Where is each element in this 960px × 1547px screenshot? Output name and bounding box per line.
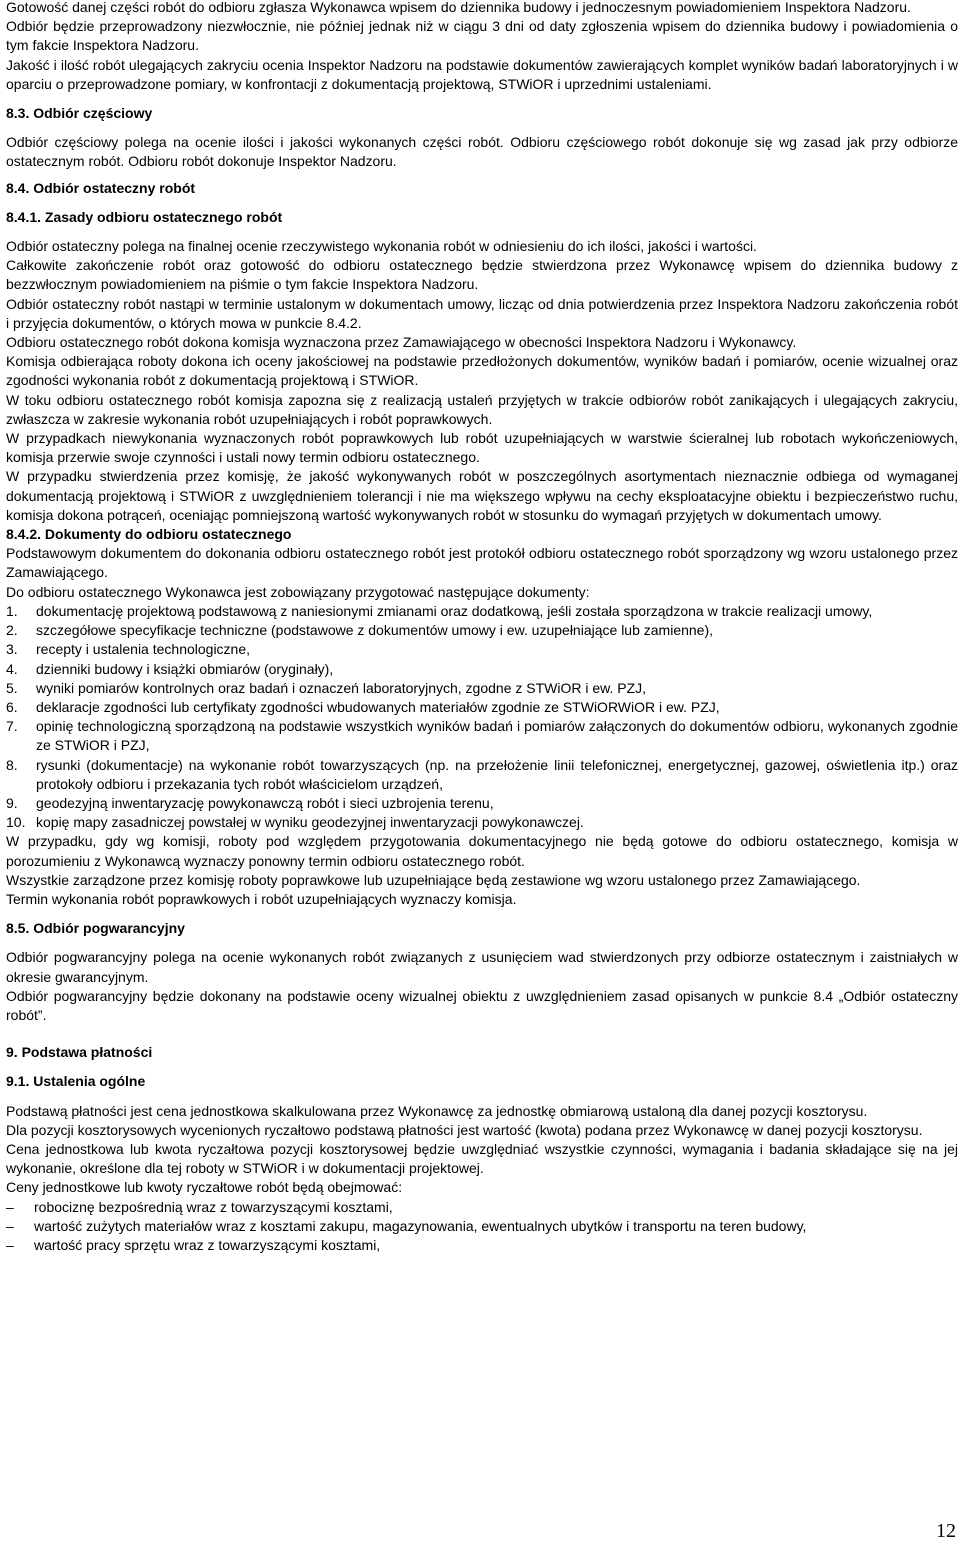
list-item-text: geodezyjną inwentaryzację powykonawczą robót i sieci uzbrojenia terenu, [36, 794, 494, 811]
list-item [6, 813, 958, 832]
list-item [6, 660, 958, 679]
bullet-item-text: wartość zużytych materiałów wraz z kosztami zakupu, magazynowania, ewentualnych ubytków i transportu na teren budowy, [34, 1217, 807, 1234]
list-item-text: dzienniki budowy i książki obmiarów (oryginały), [36, 660, 334, 677]
paragraph: Odbiór częściowy polega na ocenie ilości i jakości wykonanych części robót. Odbioru częściowego robót dokonuje się wg zasad jak przy odbiorze ostatecznym robót. Odbioru robót dokonuje Inspektor Nadzoru. [6, 134, 958, 170]
paragraph: Odbiór będzie przeprowadzony niezwłocznie, nie później jednak niż w ciągu 3 dni od daty zgłoszenia wpisem do dziennika budowy i powiadomienia o tym fakcie Inspektora Nadzoru. [6, 18, 958, 54]
list-item-text: szczegółowe specyfikacje techniczne (podstawowe z dokumentów umowy i ew. uzupełniające lub zamienne), [36, 622, 714, 639]
bullet-item [6, 1236, 958, 1255]
paragraph: W przypadkach niewykonania wyznaczonych robót poprawkowych lub robót uzupełniających w warstwie ścieralnej lub robotach wykończeniowych, komisja przerwie swoje czynności i ustali nowy termin odbioru ostatecznego. [6, 430, 958, 466]
list-item-number: 10. [6, 814, 26, 831]
list-item-text: kopię mapy zasadniczej powstałej w wyniku geodezyjnej inwentaryzacji powykonawczej. [36, 814, 584, 831]
list-item-number: 8. [6, 756, 18, 773]
cost-components-list [6, 1198, 958, 1256]
list-item-number: 5. [6, 679, 18, 696]
paragraph: W toku odbioru ostatecznego robót komisja zapozna się z realizacją ustaleń przyjętych w trakcie odbiorów robót zanikających i ulegających zakryciu, zwłaszcza w zakresie wykonania robót uzupełniających i robót poprawkowych. [6, 391, 958, 427]
section-heading-8-3: 8.3. Odbiór częściowy [6, 105, 153, 122]
list-item [6, 621, 958, 640]
paragraph: Odbiór ostateczny polega na finalnej ocenie rzeczywistego wykonania robót w odniesieniu do ich ilości, jakości i wartości. [6, 238, 757, 255]
list-item-number: 9. [6, 794, 18, 811]
paragraph: Podstawą płatności jest cena jednostkowa skalkulowana przez Wykonawcę za jednostkę obmiarową ustaloną dla danej pozycji kosztorysu. [6, 1102, 868, 1119]
paragraph: Wszystkie zarządzone przez komisję roboty poprawkowe lub uzupełniające będą zestawione wg wzoru ustalonego przez Zamawiającego. [6, 871, 861, 888]
list-item-text: rysunki (dokumentacje) na wykonanie robót towarzyszących (np. na przełożenie linii telefonicznej, energetycznej, gazowej, oświetlenia itp.) oraz protokoły odbioru i przekazania tych robót właścicielom urządzeń, [36, 756, 958, 792]
list-item-number: 3. [6, 641, 18, 658]
bullet-item-text: wartość pracy sprzętu wraz z towarzyszącymi kosztami, [34, 1236, 381, 1253]
list-item [6, 756, 958, 794]
section-heading-8-4-1: 8.4.1. Zasady odbioru ostatecznego robót [6, 208, 283, 225]
list-item-number: 2. [6, 622, 18, 639]
list-item-text: wyniki pomiarów kontrolnych oraz badań i oznaczeń laboratoryjnych, zgodne z STWiOR i ew. PZJ, [36, 679, 647, 696]
paragraph: Odbiór pogwarancyjny polega na ocenie wykonanych robót związanych z usunięciem wad stwierdzonych przy odbiorze ostatecznym i zaistniałych w okresie gwarancyjnym. [6, 949, 958, 985]
paragraph: Jakość i ilość robót ulegających zakryciu ocenia Inspektor Nadzoru na podstawie dokumentów zawierających komplet wyników badań laboratoryjnych i w oparciu o przeprowadzone pomiary, w konfrontacji z dokumentacją projektową, STWiOR i uprzednimi ustaleniami. [6, 56, 958, 92]
documents-list [6, 602, 958, 832]
bullet-item [6, 1217, 958, 1236]
paragraph: Całkowite zakończenie robót oraz gotowość do odbioru ostatecznego będzie stwierdzona przez Wykonawcę wpisem do dziennika budowy z bezzwłocznym powiadomieniem na piśmie o tym fakcie Inspektora Nadzoru. [6, 257, 958, 293]
dash-bullet-icon: – [6, 1236, 14, 1253]
list-item-number: 1. [6, 602, 18, 619]
paragraph: Odbioru ostatecznego robót dokona komisja wyznaczona przez Zamawiającego w obecności Inspektora Nadzoru i Wykonawcy. [6, 334, 797, 351]
list-item [6, 640, 958, 659]
paragraph: Cena jednostkowa lub kwota ryczałtowa pozycji kosztorysowej będzie uwzględniać wszystkie czynności, wymagania i badania składające się na jej wykonanie, określone dla tej roboty w STWiOR i w dokumentacji projektowej. [6, 1140, 958, 1177]
list-item [6, 717, 958, 755]
list-item-text: deklaracje zgodności lub certyfikaty zgodności wbudowanych materiałów zgodnie ze STWiORWiOR i ew. PZJ, [36, 698, 720, 715]
list-item-number: 4. [6, 660, 18, 677]
paragraph: Do odbioru ostatecznego Wykonawca jest zobowiązany przygotować następujące dokumenty: [6, 583, 590, 600]
paragraph: Odbiór ostateczny robót nastąpi w terminie ustalonym w dokumentach umowy, licząc od dnia potwierdzenia przez Inspektora Nadzoru zakończenia robót i przyjęcia dokumentów, o których mowa w punkcie 8.4.2. [6, 295, 958, 331]
list-item-number: 7. [6, 718, 18, 735]
bullet-item [6, 1198, 958, 1217]
dash-bullet-icon: – [6, 1217, 14, 1234]
section-heading-8-4: 8.4. Odbiór ostateczny robót [6, 179, 196, 196]
list-item [6, 679, 958, 698]
document-body [6, 0, 958, 1255]
section-heading-8-4-2: 8.4.2. Dokumenty do odbioru ostatecznego [6, 526, 292, 543]
list-item-text: recepty i ustalenia technologiczne, [36, 641, 251, 658]
section-heading-8-5: 8.5. Odbiór pogwarancyjny [6, 920, 185, 937]
paragraph: Dla pozycji kosztorysowych wycenionych ryczałtowo podstawą płatności jest wartość (kwota) podana przez Wykonawcę w danej pozycji kosztorysu. [6, 1121, 923, 1138]
paragraph: Odbiór pogwarancyjny będzie dokonany na podstawie oceny wizualnej obiektu z uwzględnieniem zasad opisanych w punkcie 8.4 „Odbiór ostateczny robót”. [6, 987, 958, 1023]
list-item-text: opinię technologiczną sporządzoną na podstawie wszystkich wyników badań i pomiarów załączonych do dokumentów odbioru, wykonanych zgodnie ze STWiOR i PZJ, [36, 718, 958, 754]
section-heading-9: 9. Podstawa płatności [6, 1044, 153, 1061]
list-item-text: dokumentację projektową podstawową z naniesionymi zmianami oraz dodatkową, jeśli została sporządzona w trakcie realizacji umowy, [36, 602, 873, 619]
paragraph: Gotowość danej części robót do odbioru zgłasza Wykonawca wpisem do dziennika budowy i jednoczesnym powiadomieniem Inspektora Nadzoru. [6, 0, 911, 15]
paragraph: Podstawowym dokumentem do dokonania odbioru ostatecznego robót jest protokół odbioru ostatecznego robót sporządzony wg wzoru ustalonego przez Zamawiającego. [6, 545, 958, 581]
section-heading-9-1: 9.1. Ustalenia ogólne [6, 1073, 146, 1090]
paragraph: Termin wykonania robót poprawkowych i robót uzupełniających wyznaczy komisja. [6, 890, 517, 907]
list-item [6, 698, 958, 717]
paragraph: W przypadku, gdy wg komisji, roboty pod względem przygotowania dokumentacyjnego nie będą gotowe do odbioru ostatecznego, komisja w porozumieniu z Wykonawcą wyznaczy ponowny termin odbioru ostatecznego robót. [6, 833, 958, 869]
list-item [6, 602, 958, 621]
bullet-item-text: robociznę bezpośrednią wraz z towarzyszącymi kosztami, [34, 1198, 393, 1215]
paragraph: Komisja odbierająca roboty dokona ich oceny jakościowej na podstawie przedłożonych dokumentów, wyników badań i pomiarów, ocenie wizualnej oraz zgodności wykonania robót z dokumentacją projektową i STWiOR. [6, 353, 958, 389]
paragraph: Ceny jednostkowe lub kwoty ryczałtowe robót będą obejmować: [6, 1179, 403, 1196]
list-item-number: 6. [6, 698, 18, 715]
dash-bullet-icon: – [6, 1198, 14, 1215]
paragraph: W przypadku stwierdzenia przez komisję, że jakość wykonywanych robót w poszczególnych asortymentach nieznacznie odbiega od wymaganej dokumentacją projektową i STWiOR z uwzględnieniem tolerancji i nie ma większego wpływu na cechy eksploatacyjne obiektu i bezpieczeństwo ruchu, komisja dokona potrąceń, oceniając pomniejszoną wartość wykonywanych robót w stosunku do wymagań przyjętych w dokumentach umowy. [6, 468, 958, 523]
page-number: 12 [936, 1520, 956, 1542]
list-item [6, 794, 958, 813]
